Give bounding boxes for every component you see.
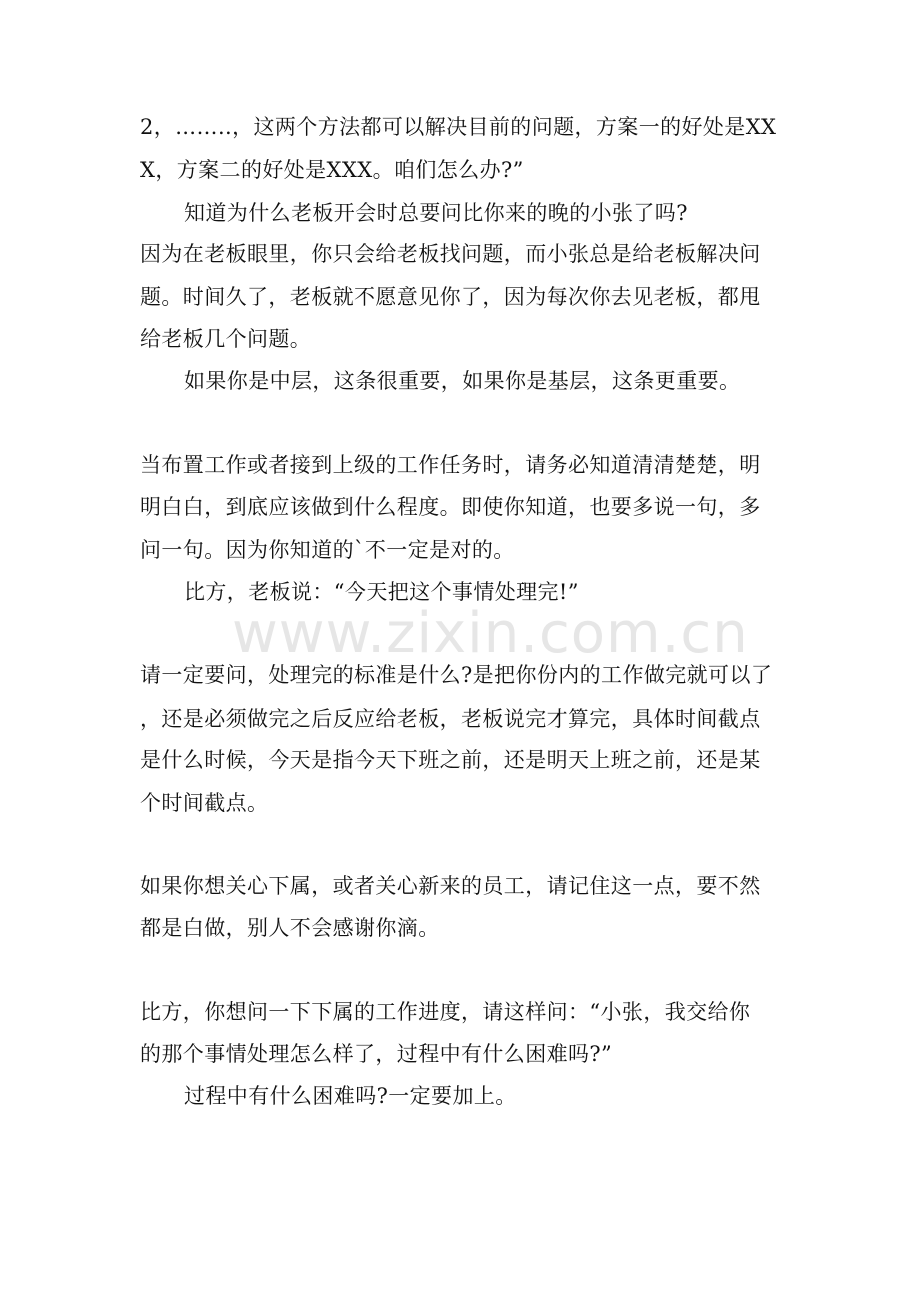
text-line: 当布置工作或者接到上级的工作任务时，请务必知道清清楚楚，明 bbox=[140, 453, 761, 477]
text-line: 个时间截点。 bbox=[140, 791, 269, 815]
text-line: 请一定要问，处理完的标准是什么?是把你份内的工作做完就可以了 bbox=[140, 663, 773, 687]
text-line: 因为在老板眼里，你只会给老板找问题，而小张总是给老板解决问 bbox=[140, 242, 761, 266]
text-line: 比方，老板说：“今天把这个事情处理完!” bbox=[184, 580, 579, 604]
text-line: 过程中有什么困难吗?一定要加上。 bbox=[184, 1084, 517, 1108]
text-line: 2，……..，这两个方法都可以解决目前的问题，方案一的好处是XX bbox=[140, 115, 777, 139]
text-line: 问一句。因为你知道的`不一定是对的。 bbox=[140, 538, 515, 562]
text-line: X，方案二的好处是XXX。咱们怎么办?” bbox=[140, 158, 524, 182]
text-line: 的那个事情处理怎么样了，过程中有什么困难吗?” bbox=[140, 1042, 613, 1066]
text-line: 题。时间久了，老板就不愿意见你了，因为每次你去见老板，都甩 bbox=[140, 285, 761, 309]
text-line: 比方，你想问一下下属的工作进度，请这样问：“小张，我交给你 bbox=[140, 1000, 751, 1024]
text-line: 知道为什么老板开会时总要问比你来的晚的小张了吗? bbox=[184, 201, 688, 225]
text-line: 如果你想关心下属，或者关心新来的员工，请记住这一点，要不然 bbox=[140, 874, 761, 898]
text-line: 是什么时候，今天是指今天下班之前，还是明天上班之前，还是某 bbox=[140, 748, 761, 772]
text-line: 明白白，到底应该做到什么程度。即使你知道，也要多说一句，多 bbox=[140, 495, 761, 519]
text-line: ，还是必须做完之后反应给老板，老板说完才算完，具体时间截点 bbox=[140, 707, 761, 731]
watermark: www.zixin.com.cn bbox=[232, 601, 749, 666]
text-line: 都是白做，别人不会感谢你滴。 bbox=[140, 916, 440, 940]
text-line: 给老板几个问题。 bbox=[140, 327, 312, 351]
text-line: 如果你是中层，这条很重要，如果你是基层，这条更重要。 bbox=[184, 369, 741, 393]
